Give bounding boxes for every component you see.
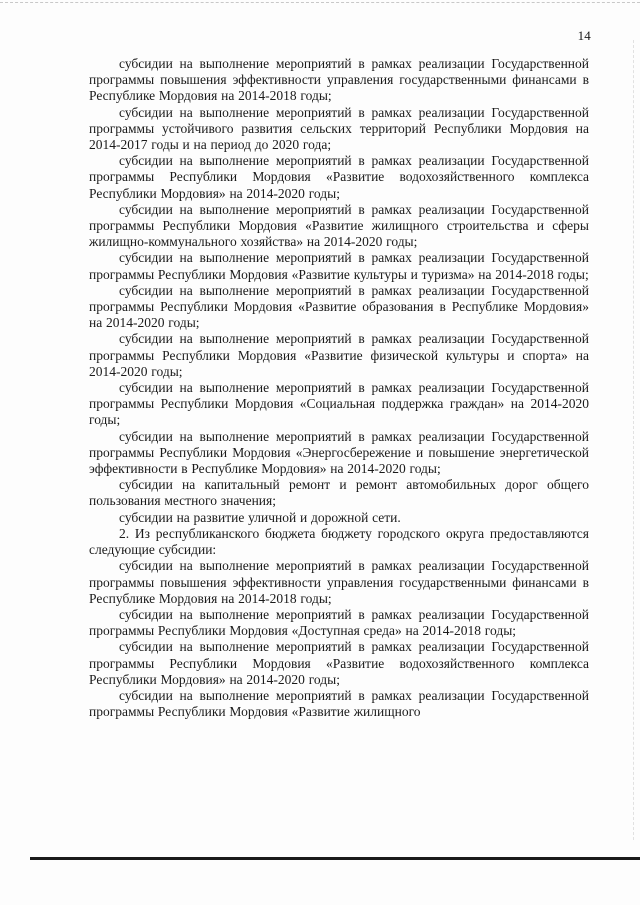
paragraph: субсидии на выполнение мероприятий в рамках реализации Государственной программы Республики Мордовия «Развитие физической культуры и спорта» на 2014-2020 годы; (89, 331, 589, 379)
paragraph: субсидии на выполнение мероприятий в рамках реализации Государственной программы Республики Мордовия «Развитие культуры и туризма» на 2014-2018 годы; (89, 250, 589, 282)
scan-top-rule (0, 2, 640, 3)
paragraph: субсидии на выполнение мероприятий в рамках реализации Государственной программы Республики Мордовия «Энергосбережение и повышение энергетической эффективности в Республике Мордовия» на 2014-2020 годы; (89, 428, 589, 477)
scan-bottom-rule (30, 857, 640, 860)
paragraph: субсидии на выполнение мероприятий в рамках реализации Государственной программы устойчивого развития сельских территорий Республики Мордовия на 2014-2017 годы и на период до 2020 года; (89, 104, 589, 153)
paragraph: субсидии на выполнение мероприятий в рамках реализации Государственной программы Республики Мордовия «Развитие водохозяйственного комплекса Республики Мордовия» на 2014-2020 годы; (89, 153, 589, 201)
paragraph: субсидии на выполнение мероприятий в рамках реализации Государственной программы Республики Мордовия «Развитие водохозяйственного комплекса Республики Мордовия» на 2014-2020 годы; (89, 639, 589, 687)
paragraph: субсидии на выполнение мероприятий в рамках реализации Государственной программы Республики Мордовия «Развитие жилищного строительства и сферы жилищно-коммунального хозяйства» на 2014-2020 годы; (89, 201, 589, 250)
scan-right-edge (633, 40, 634, 840)
document-body (89, 56, 589, 720)
page-number: 14 (577, 28, 591, 43)
paragraph: субсидии на выполнение мероприятий в рамках реализации Государственной программы повышения эффективности управления государственными финансами в Республике Мордовия на 2014-2018 годы; (89, 558, 589, 606)
paragraph: субсидии на развитие уличной и дорожной сети. (119, 509, 401, 525)
paragraph: субсидии на выполнение мероприятий в рамках реализации Государственной программы повышения эффективности управления государственными финансами в Республике Мордовия на 2014-2018 годы; (89, 56, 589, 104)
numbered-paragraph: 2. Из республиканского бюджета бюджету городского округа предоставляются следующие субсидии: (89, 525, 589, 558)
paragraph: субсидии на выполнение мероприятий в рамках реализации Государственной программы Республики Мордовия «Развитие жилищного (89, 687, 589, 720)
paragraph: субсидии на выполнение мероприятий в рамках реализации Государственной программы Республики Мордовия «Социальная поддержка граждан» на 2014-2020 годы; (89, 380, 589, 428)
paragraph: субсидии на капитальный ремонт и ремонт автомобильных дорог общего пользования местного значения; (89, 477, 589, 509)
paragraph: субсидии на выполнение мероприятий в рамках реализации Государственной программы Республики Мордовия «Доступная среда» на 2014-2018 годы; (89, 606, 589, 639)
paragraph: субсидии на выполнение мероприятий в рамках реализации Государственной программы Республики Мордовия «Развитие образования в Республике Мордовия» на 2014-2020 годы; (89, 282, 589, 331)
